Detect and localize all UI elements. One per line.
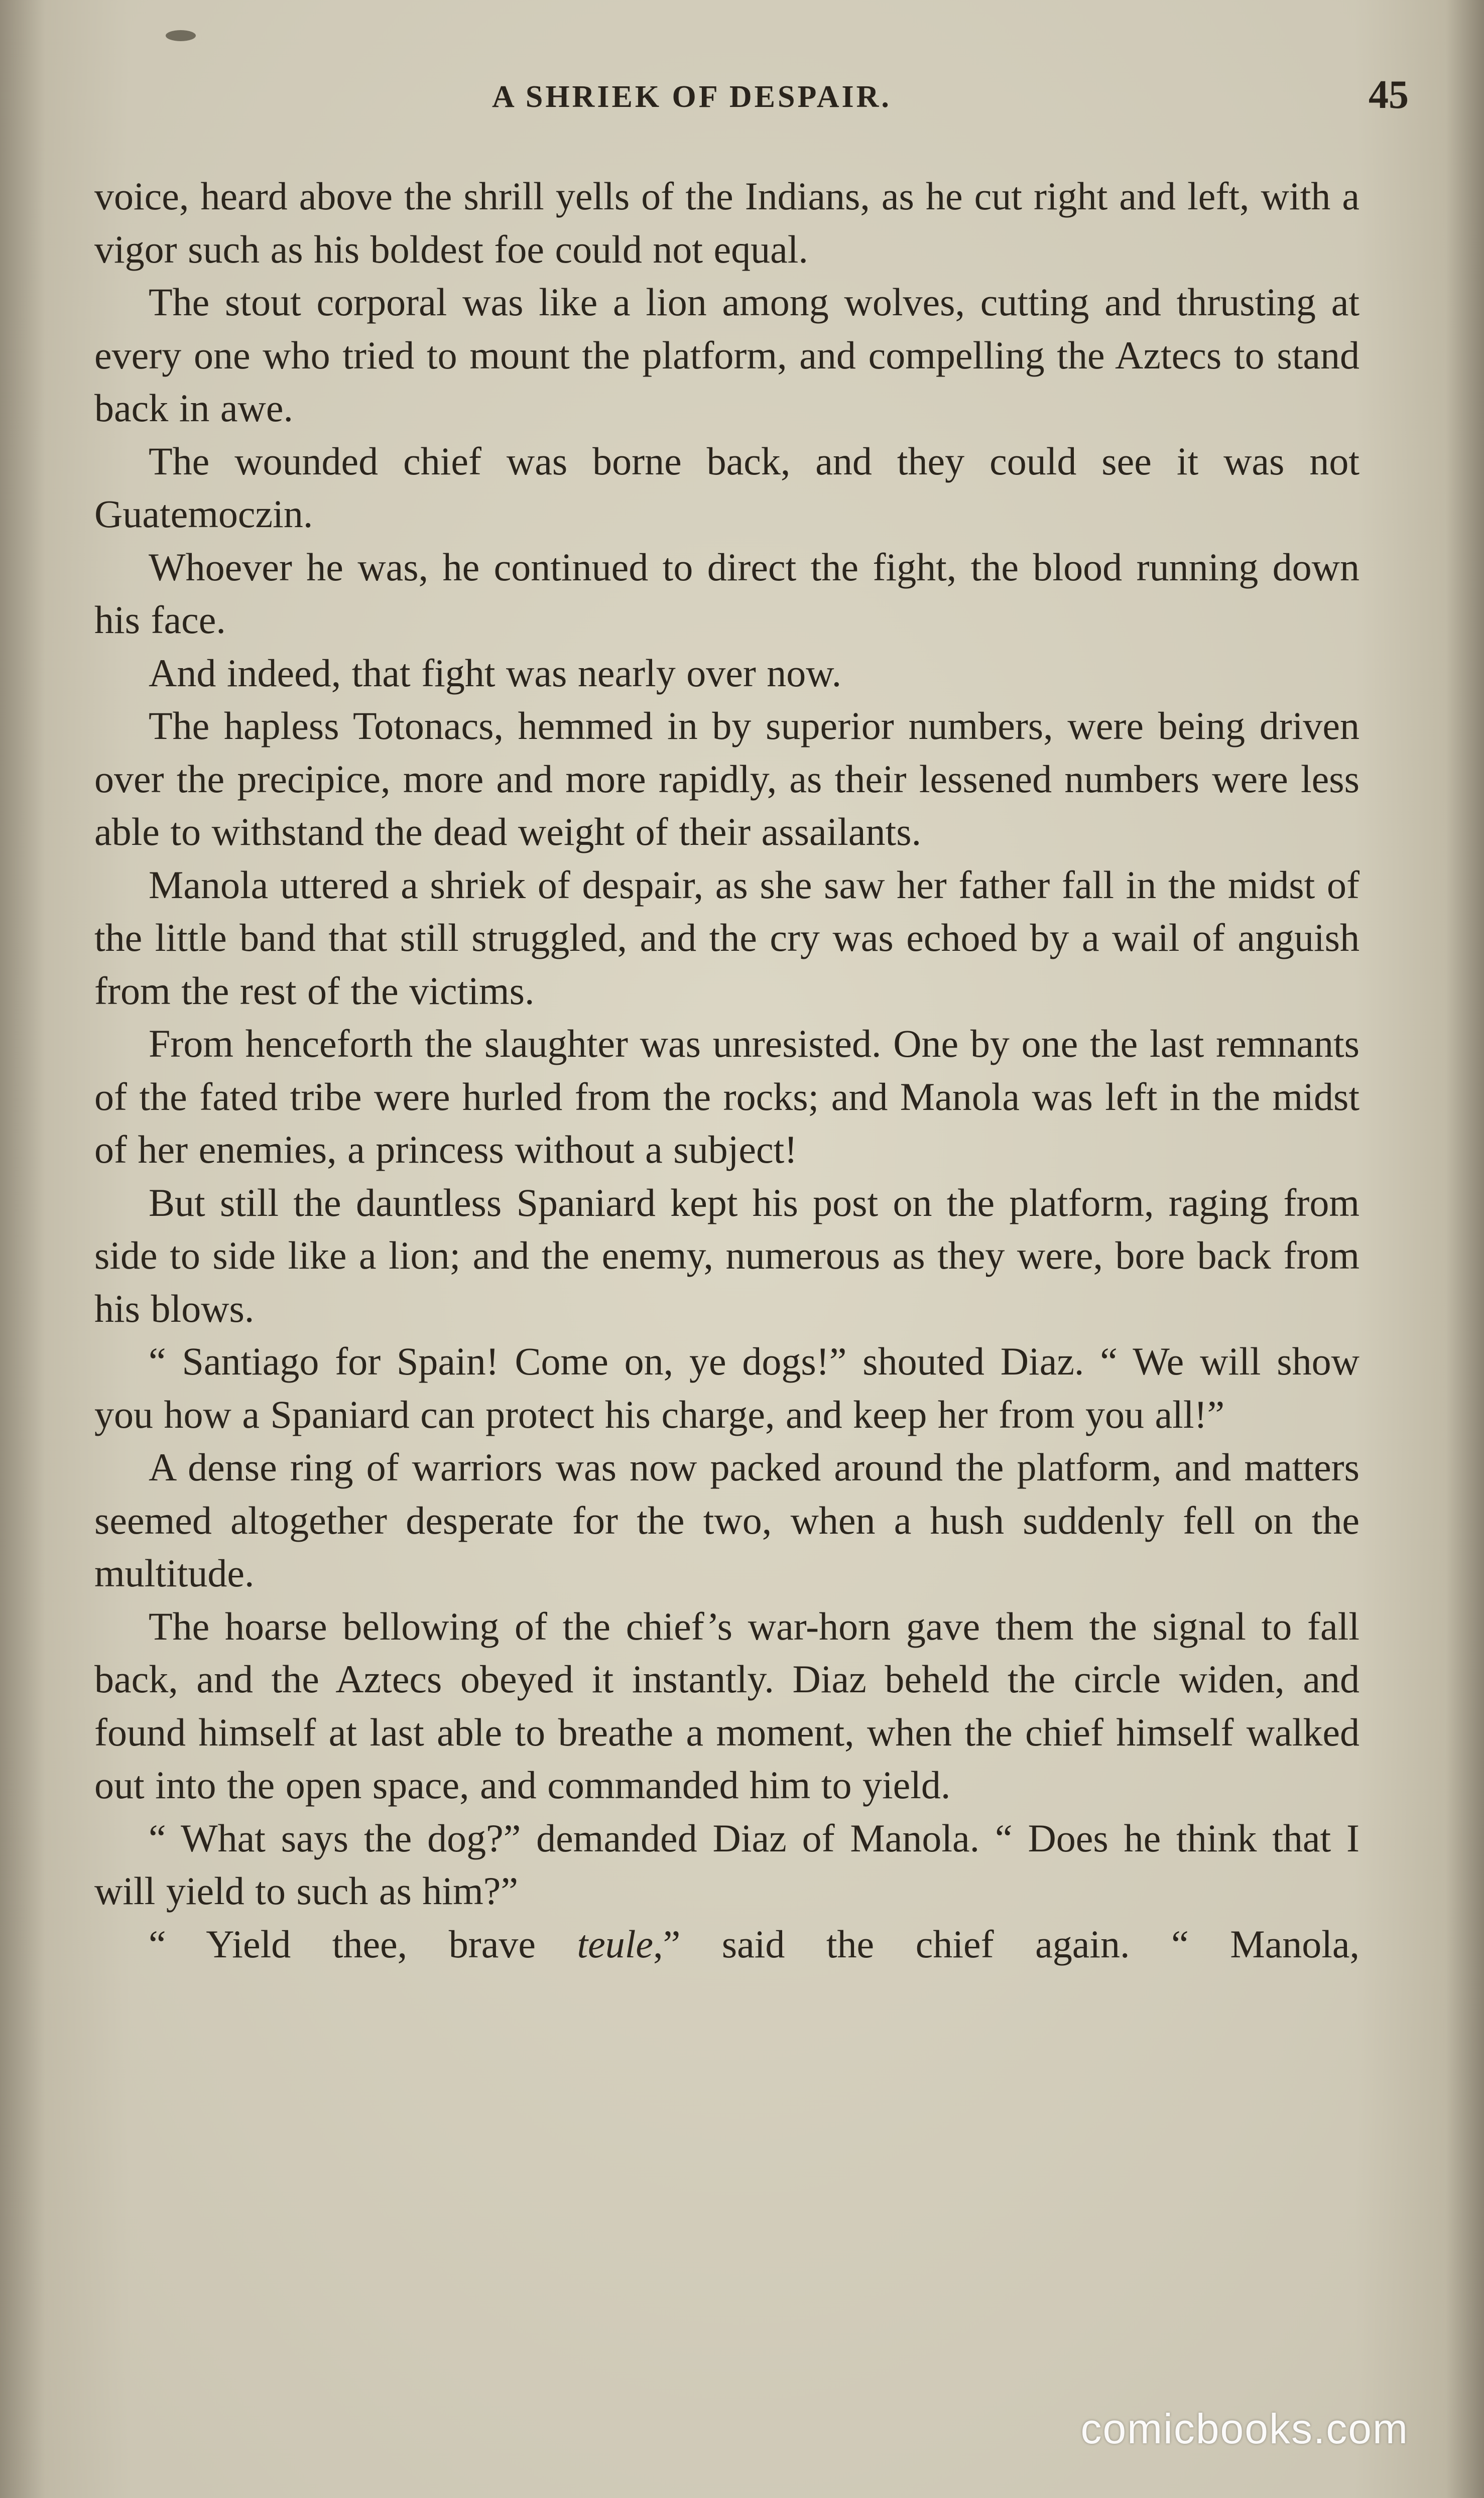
page-number: 45 — [1369, 73, 1409, 117]
paragraph-3: The wounded chief was borne back, and they could see it was not Guatemoczin. — [94, 439, 1359, 536]
paragraph-2: The stout corporal was like a lion among wolves, cutting and thrusting at every one who tried to mount the platform, and compelling the Aztecs to stand back in awe. — [94, 280, 1359, 430]
paragraph-5: And indeed, that fight was nearly over now. — [149, 651, 842, 695]
paragraph-6: The hapless Totonacs, hemmed in by superior numbers, were being driven over the precipice, more and more rapidly, as their lessened numbers were less able to withstand the dead weight of their assailants. — [94, 704, 1359, 853]
paragraph-7: Manola uttered a shriek of despair, as she saw her father fall in the midst of the little band that still struggled, and the cry was echoed by a wail of anguish from the rest of the victims. — [94, 862, 1359, 1013]
paragraph-10: “ Santiago for Spain! Come on, ye dogs!” shouted Diaz. “ We will show you how a Spaniard can protect his charge, and keep her from you all!” — [94, 1339, 1359, 1436]
body-text — [94, 170, 1359, 1970]
running-title: A SHRIEK OF DESPAIR. — [492, 80, 892, 114]
paragraph-1: voice, heard above the shrill yells of the Indians, as he cut right and left, with a vigor such as his boldest foe could not equal. — [94, 174, 1359, 271]
paragraph-11: A dense ring of warriors was now packed around the platform, and matters seemed altogether desperate for the two, when a hush suddenly fell on the multitude. — [94, 1445, 1359, 1595]
paragraph-12: The hoarse bellowing of the chief’s war-horn gave them the signal to fall back, and the Aztecs obeyed it instantly. Diaz beheld the circle widen, and found himself at last able to breathe a moment, when the chief himself walked out into the open space, and commanded him to yield. — [94, 1604, 1359, 1807]
paragraph-8: From henceforth the slaughter was unresisted. One by one the last remnants of the fated tribe were hurled from the rocks; and Manola was left in the midst of her enemies, a princess without a subject! — [94, 1022, 1359, 1171]
page-scuff-mark — [166, 30, 196, 41]
paragraph-9: But still the dauntless Spaniard kept his post on the platform, raging from side to side like a lion; and the enemy, numerous as they were, bore back from his blows. — [94, 1180, 1359, 1330]
paragraph-13: “ What says the dog?” demanded Diaz of Manola. “ Does he think that I will yield to such as him?” — [94, 1816, 1359, 1913]
final-line-end: ,” said the chief again. “ Manola, — [653, 1922, 1359, 1966]
paragraph-14 — [94, 1918, 1359, 1971]
paragraph-4: Whoever he was, he continued to direct the fight, the blood running down his face. — [94, 545, 1359, 642]
page-header — [80, 75, 1409, 126]
final-line-start: “ Yield thee, brave — [149, 1922, 577, 1966]
watermark-text: comicbooks.com — [1080, 2405, 1409, 2452]
italic-word: teule — [577, 1922, 654, 1966]
